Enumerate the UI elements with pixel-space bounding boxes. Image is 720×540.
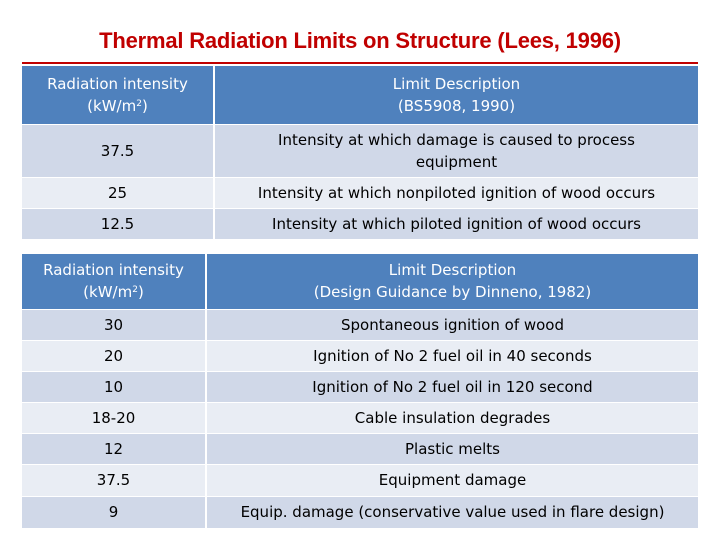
header-col2-source: (BS5908, 1990)	[397, 96, 516, 115]
intensity-cell: 10	[22, 371, 206, 402]
description-cell: Equipment damage	[206, 464, 698, 496]
header-radiation-intensity	[22, 254, 206, 309]
table-row	[22, 208, 698, 239]
intensity-cell: 37.5	[22, 124, 214, 177]
table-row	[22, 464, 698, 496]
header-radiation-intensity	[22, 66, 214, 124]
table-row	[22, 177, 698, 208]
table-row	[22, 371, 698, 402]
description-cell: Intensity at which damage is caused to process equipment	[214, 124, 698, 177]
intensity-cell: 18-20	[22, 402, 206, 433]
description-cell: Ignition of No 2 fuel oil in 120 second	[206, 371, 698, 402]
table-row	[22, 496, 698, 528]
header-col1-unit: $(kW/m^2)$	[83, 283, 144, 302]
header-col2-source: (Design Guidance by Dinneno, 1982)	[313, 283, 592, 302]
description-cell: Intensity at which nonpiloted ignition of wood occurs	[214, 177, 698, 208]
intensity-cell: 20	[22, 340, 206, 371]
table-row	[22, 309, 698, 340]
intensity-cell: 30	[22, 309, 206, 340]
intensity-cell: 12	[22, 433, 206, 464]
description-cell: Intensity at which piloted ignition of wood occurs	[214, 208, 698, 239]
description-cell: Ignition of No 2 fuel oil in 40 seconds	[206, 340, 698, 371]
intensity-cell: 25	[22, 177, 214, 208]
title-underline	[22, 62, 698, 64]
intensity-cell: 9	[22, 496, 206, 528]
table-row	[22, 433, 698, 464]
header-limit-description	[206, 254, 698, 309]
description-cell: Equip. damage (conservative value used in flare design)	[206, 496, 698, 528]
bs5908-limits-table	[22, 66, 698, 239]
table-row	[22, 340, 698, 371]
header-limit-description	[214, 66, 698, 124]
intensity-cell: 12.5	[22, 208, 214, 239]
dinneno-limits-table	[22, 254, 698, 528]
slide-title: Thermal Radiation Limits on Structure (Lees, 1996)	[99, 28, 621, 53]
intensity-cell: 37.5	[22, 464, 206, 496]
header-col1-label: Radiation intensity	[47, 74, 188, 93]
description-cell: Cable insulation degrades	[206, 402, 698, 433]
table-header-row	[22, 66, 698, 124]
header-col1-label: Radiation intensity	[43, 261, 184, 280]
description-cell: Plastic melts	[206, 433, 698, 464]
description-cell: Spontaneous ignition of wood	[206, 309, 698, 340]
header-col1-unit: $(kW/m^2)$	[87, 96, 148, 115]
table-row	[22, 124, 698, 177]
header-col2-label: Limit Description	[388, 261, 517, 280]
table-header-row	[22, 254, 698, 309]
table-row	[22, 402, 698, 433]
header-col2-label: Limit Description	[392, 74, 521, 93]
